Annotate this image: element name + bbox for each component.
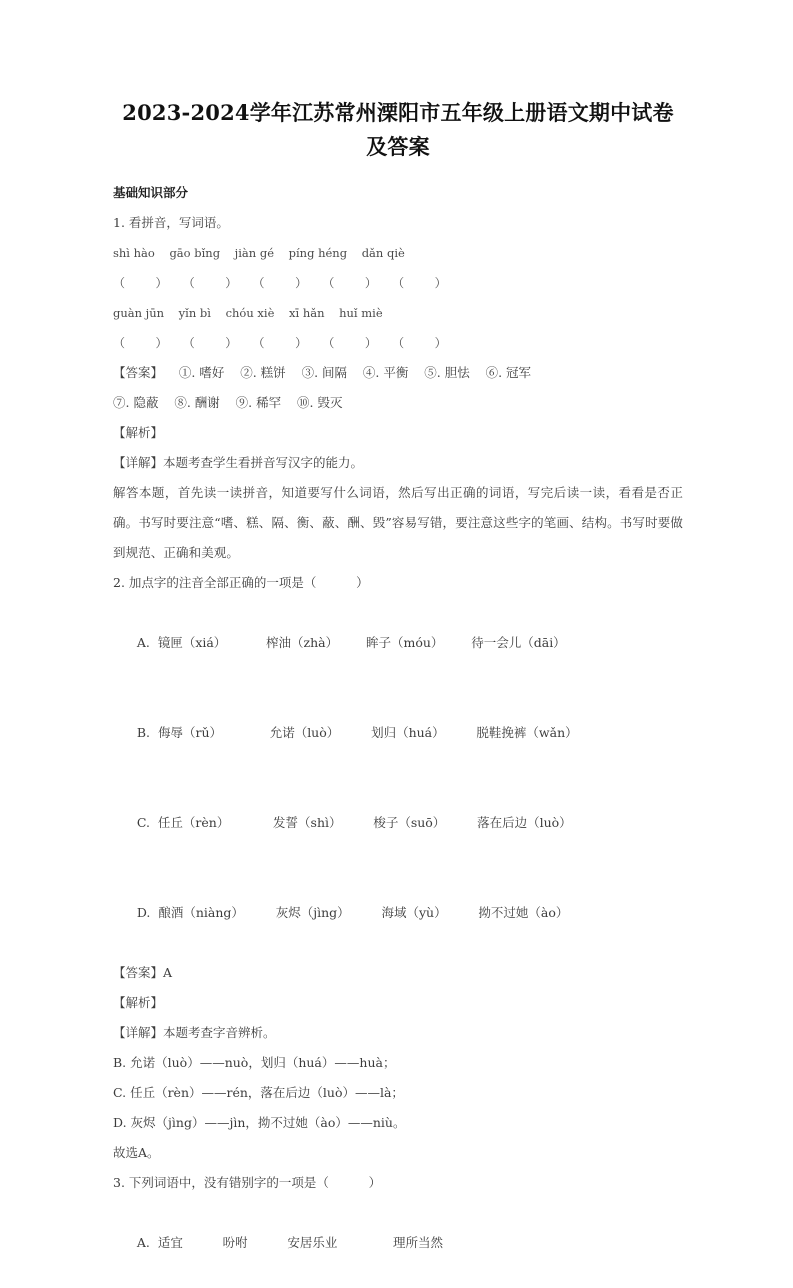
- question-3-option-a: [113, 1198, 683, 1288]
- option-c-item-3: 梭子（suō）: [373, 815, 446, 830]
- option-c-label: C.: [136, 815, 150, 830]
- option-b-item-1: 侮辱（rǔ）: [157, 725, 222, 740]
- question-2-analysis-label: 【解析】: [113, 995, 164, 1010]
- question-2-option-c: [113, 778, 683, 868]
- page-title: 2023-2024学年江苏常州溧阳市五年级上册语文期中试卷及答案: [122, 100, 674, 159]
- option-c-item-4: 落在后边（luò）: [477, 815, 572, 830]
- option-d-label: D.: [136, 905, 151, 920]
- question-2-option-b: [113, 688, 683, 778]
- question-1-answer-line-2: ⑦. 隐蔽 ⑧. 酬谢 ⑨. 稀罕 ⑩. 毁灭: [113, 395, 343, 410]
- question-2-answer: 【答案】A: [113, 965, 173, 980]
- question-2-conclusion: 故选A。: [113, 1145, 160, 1160]
- question-1-detail-body: 解答本题，首先读一读拼音，知道要写什么词语，然后写出正确的词语，写完后读一读，看看是否正确。书写时要注意“嗜、糕、隔、衡、蔽、酬、毁”容易写错，要注意这些字的笔画、结构。书写时要做到规范、正确和美观。: [113, 485, 683, 560]
- question-1-answer-blanks-row-1: （ ） （ ） （ ） （ ） （ ）: [113, 276, 447, 290]
- option-a-label: A.: [136, 635, 150, 650]
- option-b-item-4: 脱鞋挽裤（wǎn）: [476, 725, 578, 740]
- option-d-item-4: 拗不过她（ào）: [478, 905, 569, 920]
- option-c-item-1: 任丘（rèn）: [157, 815, 230, 830]
- option-b-item-3: 划归（huá）: [371, 725, 445, 740]
- q3-option-a-label: A.: [136, 1235, 150, 1250]
- section-heading: 基础知识部分: [113, 185, 189, 200]
- option-c-item-2: 发誓（shì）: [273, 815, 342, 830]
- question-2-correction-d: D. 灰烬（jìng）——jìn，拗不过她（ào）——niù。: [113, 1115, 406, 1130]
- question-1-answer-line-1: 【答案】 ①. 嗜好 ②. 糕饼 ③. 间隔 ④. 平衡 ⑤. 胆怯 ⑥. 冠军: [113, 365, 532, 380]
- question-2-correction-c: C. 任丘（rèn）——rén，落在后边（luò）——là；: [113, 1085, 404, 1100]
- question-2-detail-line: 【详解】本题考查字音辨析。: [113, 1025, 276, 1040]
- option-d-item-3: 海域（yù）: [381, 905, 447, 920]
- question-1-pinyin-row-1: shì hào gāo bǐng jiàn gé píng héng dǎn qiè: [113, 246, 405, 260]
- q3-option-a-item-3: 安居乐业: [287, 1235, 338, 1250]
- question-1-pinyin-row-2: guàn jūn yǐn bì chóu xiè xī hǎn huǐ miè: [113, 306, 383, 320]
- question-1-detail-line: 【详解】本题考查学生看拼音写汉字的能力。: [113, 455, 364, 470]
- option-b-label: B.: [136, 725, 151, 740]
- question-2-option-d: [113, 868, 683, 958]
- question-1-answer-blanks-row-2: （ ） （ ） （ ） （ ） （ ）: [113, 336, 447, 350]
- option-a-item-4: 待一会儿（dāi）: [471, 635, 566, 650]
- document-content: [113, 96, 683, 1288]
- question-1-analysis-label: 【解析】: [113, 425, 164, 440]
- option-b-item-2: 允诺（luò）: [269, 725, 340, 740]
- option-d-item-2: 灰烬（jìng）: [275, 905, 350, 920]
- option-d-item-1: 酿酒（niàng）: [158, 905, 244, 920]
- question-1-stem: 1. 看拼音，写词语。: [113, 215, 229, 230]
- question-2-option-a: [113, 598, 683, 688]
- question-3-stem: 3. 下列词语中，没有错别字的一项是（ ）: [113, 1175, 382, 1190]
- question-2-stem: 2. 加点字的注音全部正确的一项是（ ）: [113, 575, 369, 590]
- option-a-item-1: 镜匣（xiá）: [157, 635, 227, 650]
- option-a-item-3: 眸子（móu）: [365, 635, 444, 650]
- option-a-item-2: 榨油（zhà）: [266, 635, 339, 650]
- q3-option-a-item-4: 理所当然: [392, 1235, 443, 1250]
- q3-option-a-item-1: 适宜: [157, 1235, 183, 1250]
- question-2-correction-b: B. 允诺（luò）——nuò，划归（huá）——huà；: [113, 1055, 396, 1070]
- q3-option-a-item-2: 吩咐: [222, 1235, 248, 1250]
